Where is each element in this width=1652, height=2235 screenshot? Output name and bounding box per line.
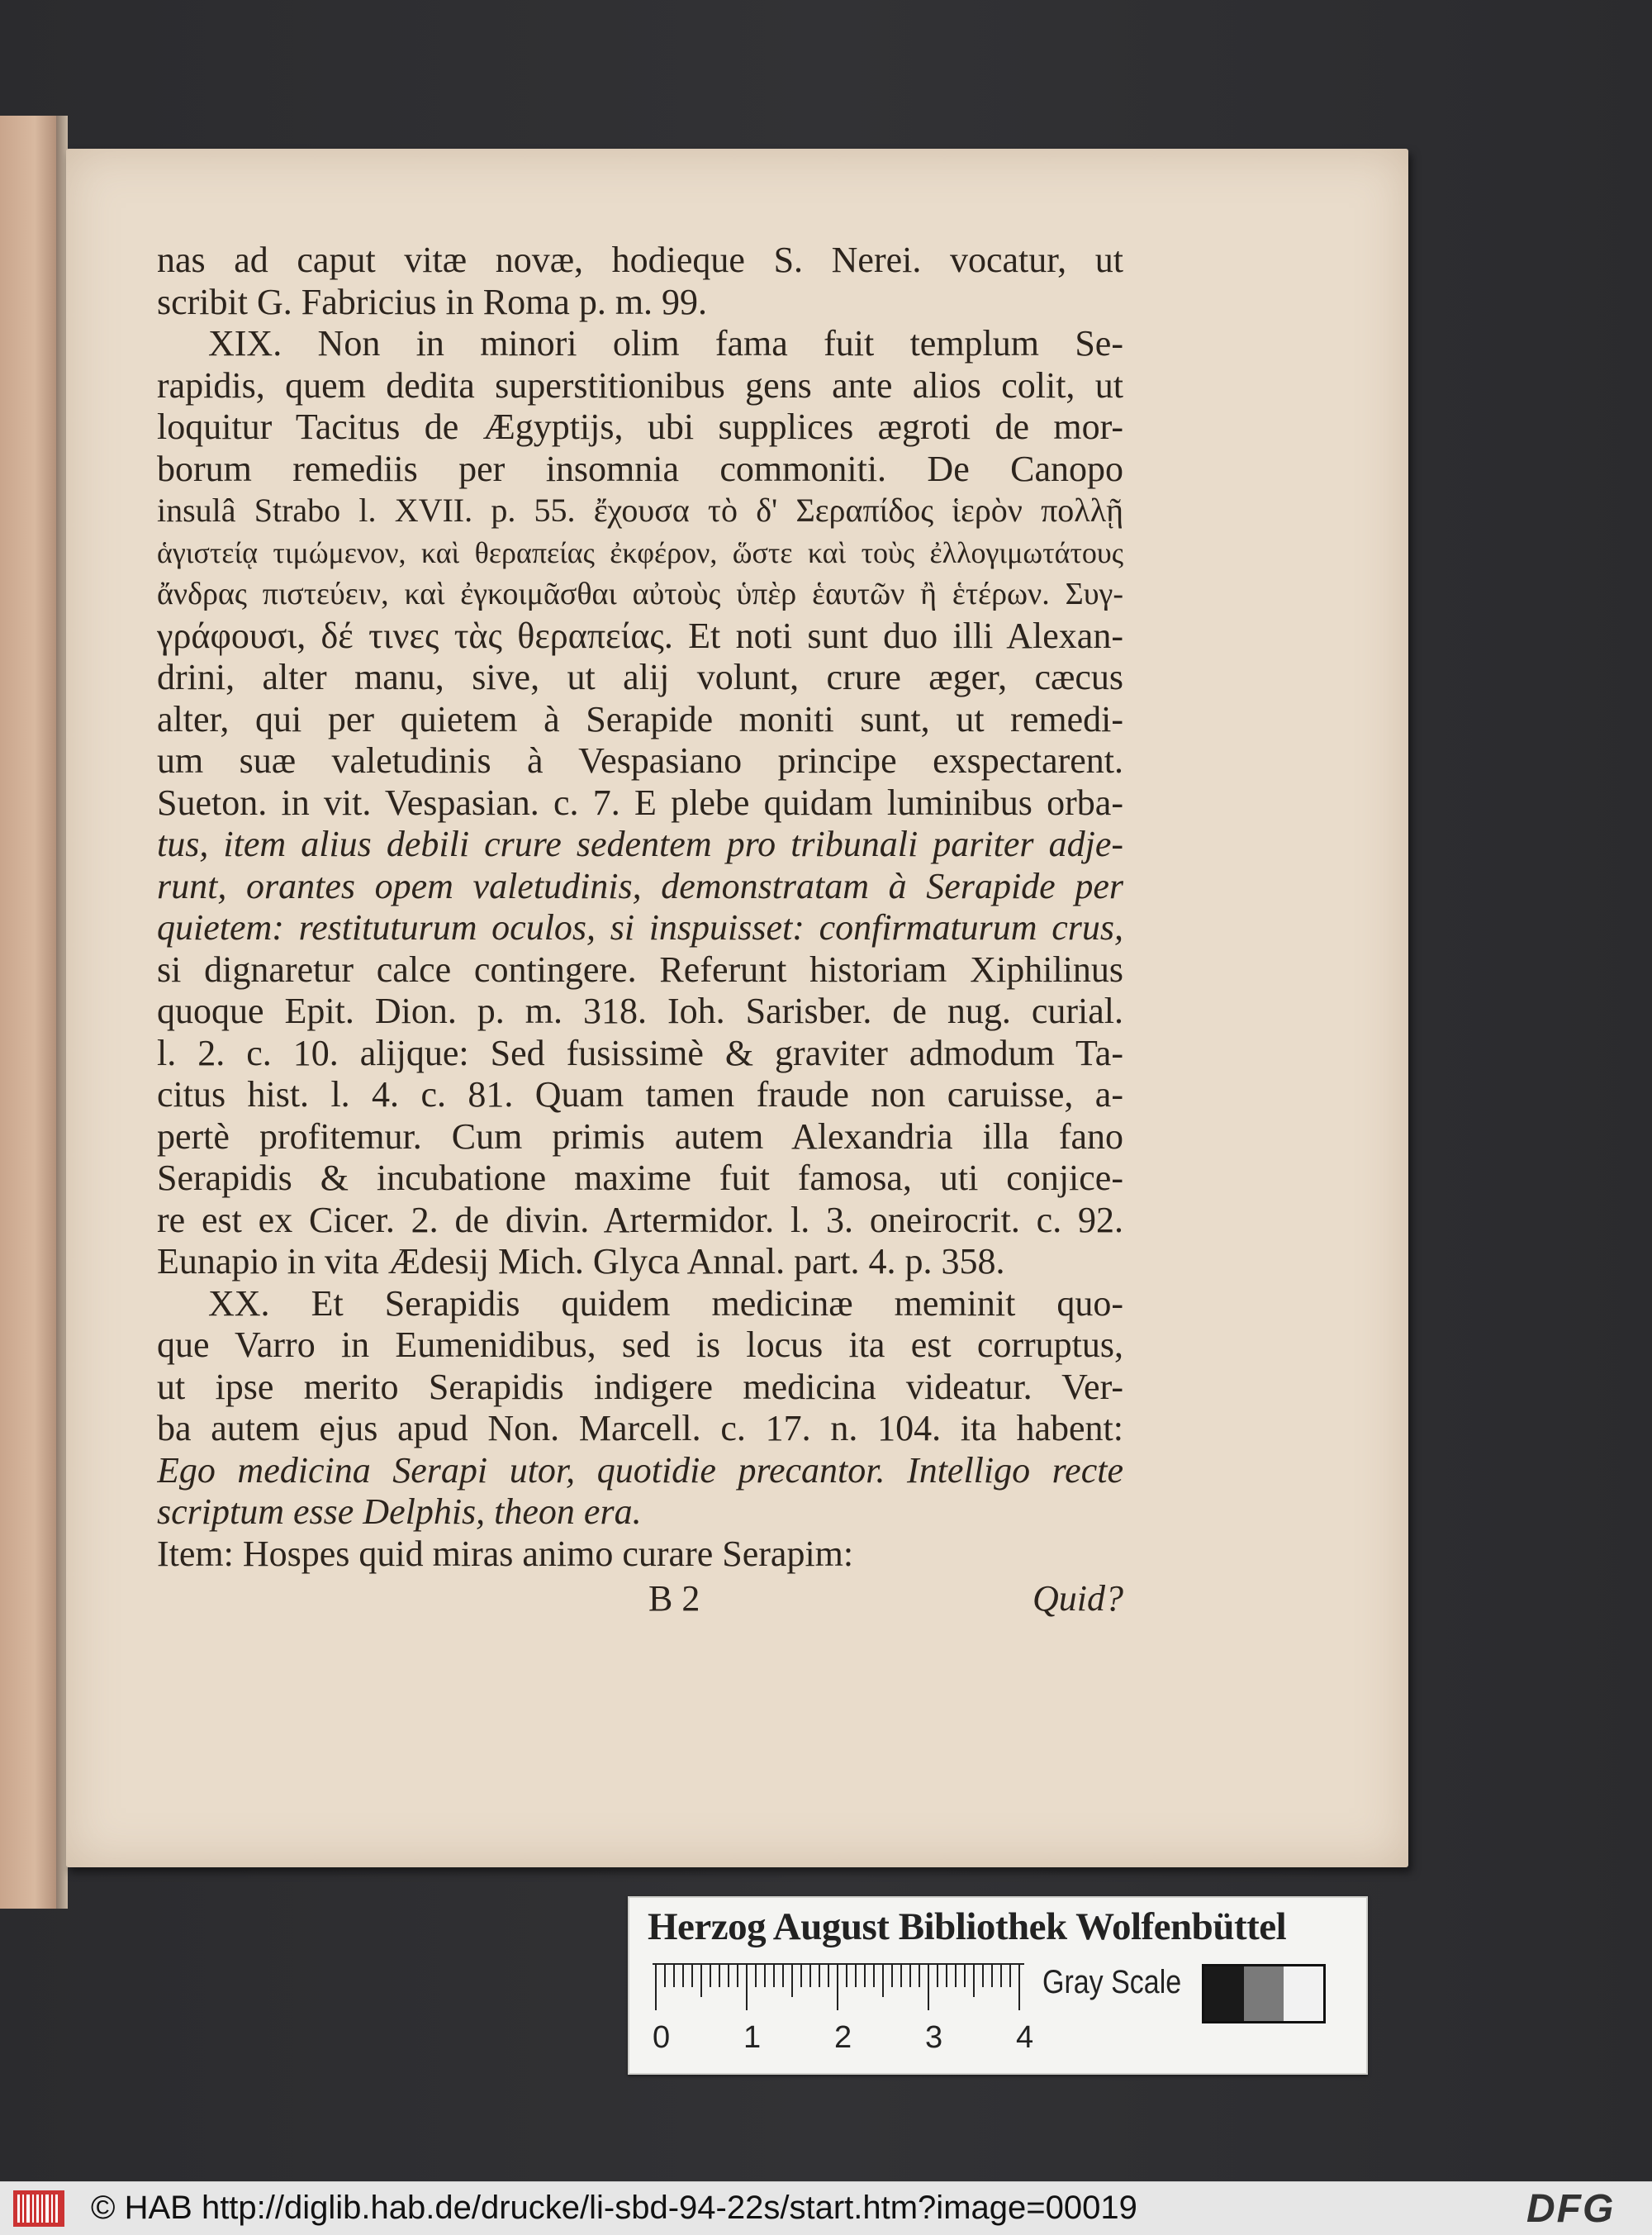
catchword: Quid? (1032, 1578, 1123, 1619)
text-line: Sueton. in vit. Vespasian. c. 7. E plebe quidam luminibus orba- (157, 782, 1123, 823)
signature-mark: B 2 (648, 1578, 700, 1619)
ruler-numbers (648, 2020, 1044, 2058)
text-line: Item: Hospes quid miras animo curare Serapim: (157, 1533, 854, 1574)
text-line: quietem: restituturum oculos, si inspuisset: confirmaturum crus, (157, 907, 1123, 948)
ruler-scale (653, 1962, 1024, 2012)
facing-page-edge (0, 116, 58, 1909)
text-line: γράφουσι, δέ τινες τὰς θεραπείας. Et noti sunt duo illi Alexan- (157, 615, 1123, 656)
text-line: XX. Et Serapidis quidem medicinæ meminit quo- (208, 1282, 1123, 1324)
gray-scale-swatches (1202, 1964, 1326, 2023)
page-text (157, 240, 1123, 1624)
ruler-number: 2 (834, 2020, 852, 2055)
text-line: drini, alter manu, sive, ut alij volunt, crure æger, cæcus (157, 657, 1123, 697)
text-line: rapidis, quem dedita superstitionibus gens ante alios colit, ut (157, 364, 1123, 406)
text-line: ba autem ejus apud Non. Marcell. c. 17. n. 104. ita habent: (157, 1408, 1123, 1448)
page-footer (157, 1578, 1123, 1624)
text-line: XIX. Non in minori olim fama fuit templum Se- (208, 323, 1123, 364)
text-line: alter, qui per quietem à Serapide moniti sunt, ut remedi- (157, 698, 1123, 739)
text-line: ἁγιστείᾳ τιμώμενον, καὶ θεραπείας ἐκφέρον, ὥστε καὶ τοὺς ἐλλογιμωτάτους (157, 535, 1123, 569)
text-line: quoque Epit. Dion. p. m. 318. Ioh. Sarisber. de nug. curial. (157, 991, 1123, 1031)
card-title: Herzog August Bibliothek Wolfenbüttel (648, 1905, 1287, 1948)
text-line: ἄνδρας πιστεύειν, καὶ ἐγκοιμᾶσθαι αὐτοὺς ὑπὲρ ἑαυτῶν ἢ ἑτέρων. Συγ- (157, 577, 1123, 611)
text-line: scriptum esse Delphis, theon era. (157, 1491, 642, 1532)
ruler-number: 0 (653, 2020, 671, 2055)
ruler-number: 4 (1016, 2020, 1034, 2055)
text-line: tus, item alius debili crure sedentem pro tribunali pariter adje- (157, 824, 1123, 864)
text-line: Eunapio in vita Ædesij Mich. Glyca Annal. part. 4. p. 358. (157, 1241, 1005, 1282)
text-line: que Varro in Eumenidibus, sed is locus ita est corruptus, (157, 1324, 1123, 1365)
color-calibration-card (628, 1896, 1368, 2075)
text-line: ut ipse merito Serapidis indigere medicina videatur. Ver- (157, 1366, 1123, 1407)
text-line: citus hist. l. 4. c. 81. Quam tamen fraude non caruisse, a- (157, 1074, 1123, 1115)
text-line: um suæ valetudinis à Vespasiano principe exspectarent. (157, 740, 1123, 781)
footer-url-text[interactable]: © HAB http://diglib.hab.de/drucke/li-sbd-94-22s/start.htm?image=00019 (91, 2190, 1137, 2226)
gray-scale-label: Gray Scale (1042, 1964, 1182, 2000)
text-line: si dignaretur calce contingere. Referunt historiam Xiphilinus (157, 949, 1123, 990)
ruler-number: 1 (743, 2020, 762, 2055)
text-line: runt, orantes opem valetudinis, demonstratam à Serapide per (157, 865, 1123, 906)
dfg-logo: DFG (1526, 2187, 1616, 2231)
book-page (66, 149, 1408, 1867)
text-line: loquitur Tacitus de Ægyptijs, ubi supplices ægroti de mor- (157, 407, 1123, 447)
barcode-icon (13, 2190, 64, 2227)
text-line: nas ad caput vitæ novæ, hodieque S. Nerei. vocatur, ut (157, 240, 1123, 280)
text-line: borum remediis per insomnia commoniti. De Canopo (157, 448, 1123, 489)
text-line: pertè profitemur. Cum primis autem Alexandria illa fano (157, 1115, 1123, 1157)
gray-swatch-light (1284, 1966, 1323, 2021)
text-line: Ego medicina Serapi utor, quotidie precantor. Intelligo recte (157, 1449, 1123, 1491)
text-line: re est ex Cicer. 2. de divin. Artermidor. l. 3. oneirocrit. c. 92. (157, 1199, 1123, 1240)
text-line: l. 2. c. 10. alijque: Sed fusissimè & graviter admodum Ta- (157, 1032, 1123, 1073)
text-line: insulâ Strabo l. XVII. p. 55. ἔχουσα τὸ δ' Σεραπίδος ἱερὸν πολλῇ (157, 492, 1123, 529)
text-line: scribit G. Fabricius in Roma p. m. 99. (157, 281, 708, 322)
gray-swatch-dark (1204, 1966, 1244, 2021)
text-line: Serapidis & incubatione maxime fuit famosa, uti conjice- (157, 1158, 1123, 1198)
ruler-number: 3 (925, 2020, 943, 2055)
gray-swatch-mid (1244, 1966, 1284, 2021)
